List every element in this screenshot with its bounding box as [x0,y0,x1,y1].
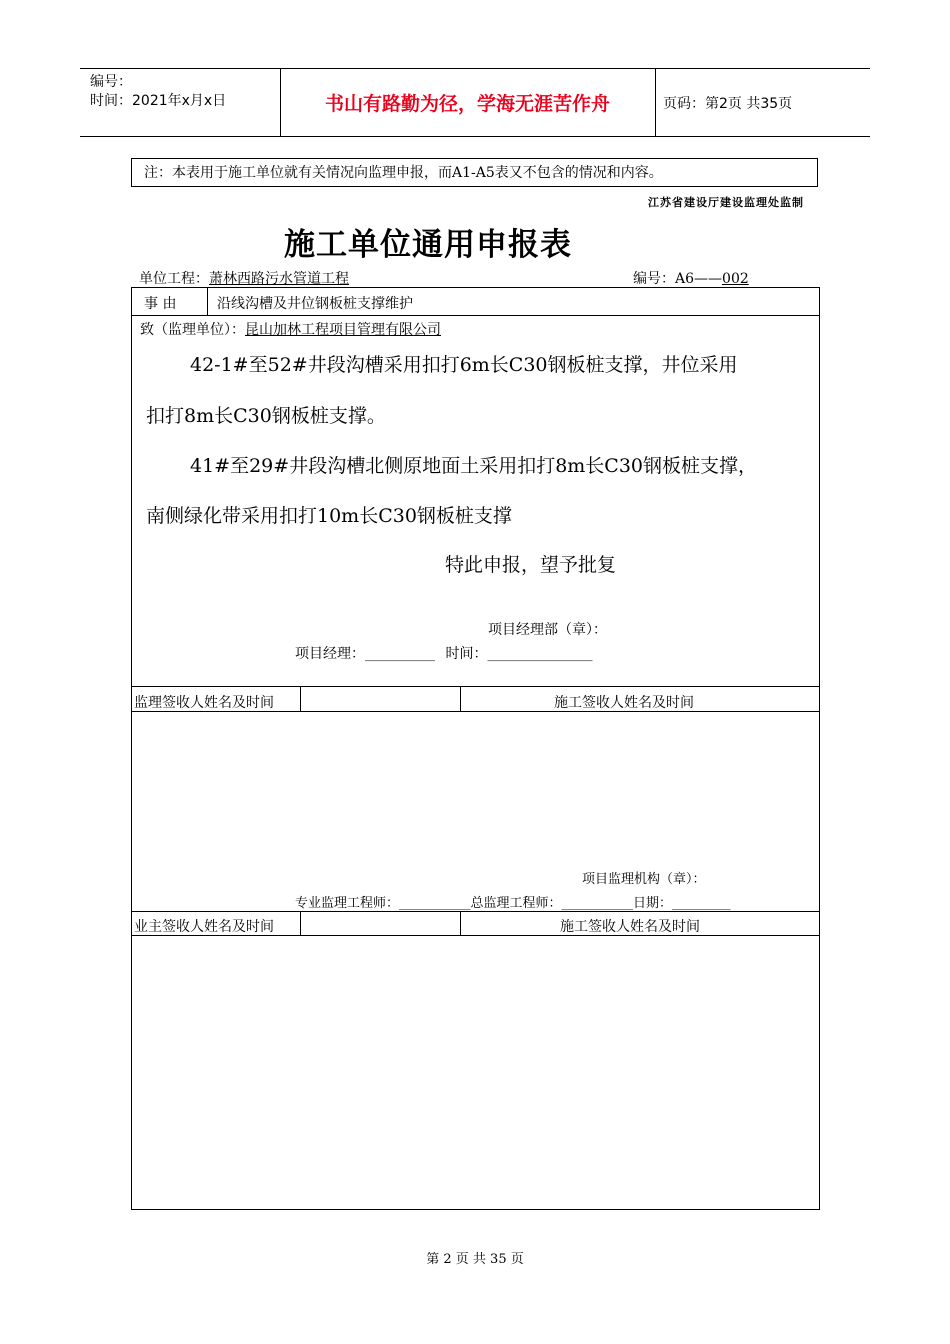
serial-label: 编号：A6—— [633,271,723,287]
cell-divider [300,911,301,935]
header-time: 时间：2021年x月x日 [90,93,227,109]
header-divider [655,69,656,136]
contractor-sign-label: 施工签收人姓名及时间 [560,919,700,935]
time-label: 时间 [445,646,474,662]
pm-label: 项目经理： [295,646,365,662]
issuer-label: 江苏省建设厅建设监理处监制 [648,196,804,209]
chief-label: 总监理工程师： [470,896,562,911]
closing-text: 特此申报，望予批复 [445,554,617,576]
page-footer: 第 2 页 共 35 页 [426,1252,524,1267]
body-line: 42-1#至52#井段沟槽采用扣打6m长C30钢板桩支撑，井位采用 [190,354,738,376]
to-label: 致（监理单位）： [140,322,245,338]
form-table [131,287,820,1210]
to-value: 昆山加林工程项目管理有限公司 [245,322,441,338]
date-label: 日期： [633,896,673,911]
contractor-sign-label: 施工签收人姓名及时间 [554,695,694,711]
cell-divider [460,911,461,935]
unit-label: 单位工程： [139,271,209,287]
supervision-seal: 项目监理机构（章）： [582,872,706,887]
header-code-label: 编号： [90,74,132,90]
body-line: 南侧绿化带采用扣打10m长C30钢板桩支撑 [146,505,512,527]
cell-divider [300,686,301,711]
header-motto: 书山有路勤为径，学海无涯苦作舟 [324,93,610,115]
row-divider [132,315,819,316]
cell-divider [460,686,461,711]
unit-project [139,268,349,288]
reason-divider [207,288,208,315]
dept-seal: 项目经理部（章）： [488,622,607,638]
row-divider [132,711,819,712]
reason-label: 事 由 [144,296,177,312]
row-divider [132,935,819,936]
row-divider [132,911,819,912]
chief-blank: ___________ [561,896,634,911]
engineer-blank: ___________ [399,896,471,911]
page-header [80,68,870,137]
row-divider [132,686,819,687]
header-meta [90,73,226,111]
unit-value: 萧林西路污水管道工程 [209,271,349,287]
serial-number [633,268,749,288]
engineer-label: 专业监理工程师： [295,896,400,911]
note-box: 注：本表用于施工单位就有关情况向监理申报，而A1-A5表又不包含的情况和内容。 [131,158,818,187]
owner-sign-label: 业主签收人姓名及时间 [134,919,274,935]
supervisor-sign-label: 监理签收人姓名及时间 [134,695,274,711]
serial-value: 002 [722,271,749,287]
pm-sign-line [295,643,592,663]
pm-blank: __________ [365,646,435,662]
to-line [140,319,441,339]
reason-value: 沿线沟槽及井位钢板桩支撑维护 [217,296,413,312]
form-title: 施工单位通用申报表 [284,227,572,263]
date-blank: _________ [672,896,731,911]
time-blank: ：_______________ [473,646,593,662]
supervision-sign-line [295,892,731,911]
body-line: 扣打8m长C30钢板桩支撑。 [146,405,386,427]
body-line: 41#至29#井段沟槽北侧原地面土采用扣打8m长C30钢板桩支撑， [190,455,758,477]
header-page-info: 页码：第2页 共35页 [663,95,793,112]
